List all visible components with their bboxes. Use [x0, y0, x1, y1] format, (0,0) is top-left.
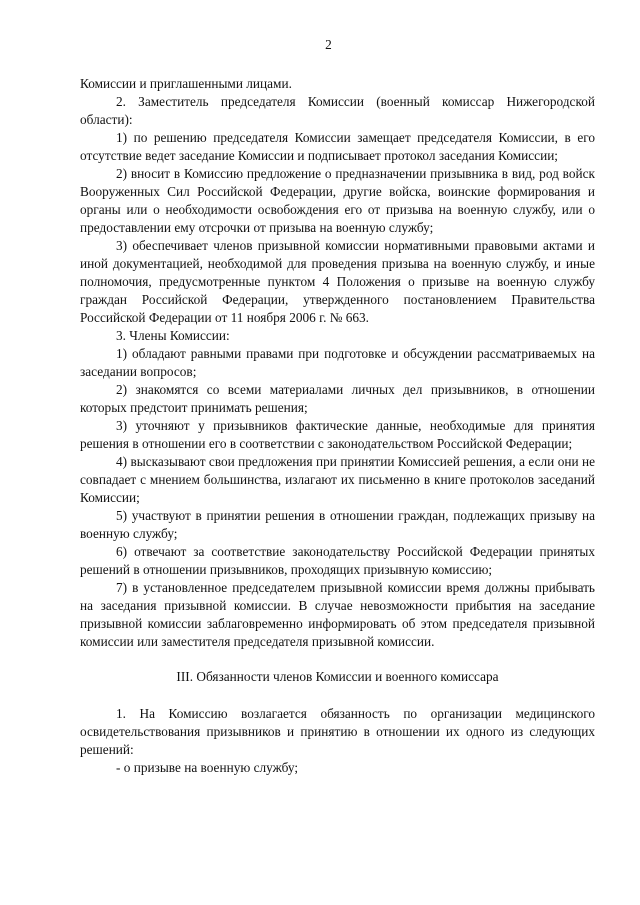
- paragraph-deputy-duty-3: 3) обеспечивает членов призывной комиссии нормативными правовыми актами и иной документацией, необходимой для проведения призыва на военную службу, и иные полномочия, предусмотренные пунктом 4 Положения о призыве на военную службу граждан Российской Федерации, утвержденного постановлением Правительства Российской Федерации от 11 ноября 2006 г. № 663.: [80, 238, 595, 325]
- paragraph-decision-conscription: - о призыве на военную службу;: [116, 760, 299, 775]
- paragraph-commission-obligation: 1. На Комиссию возлагается обязанность по организации медицинского освидетельствования призывников и принятию в отношении их одного из следующих решений:: [80, 706, 595, 757]
- paragraph-member-duty-6: 6) отвечают за соответствие законодательству Российской Федерации принятых решений в отношении призывников, проходящих призывную комиссию;: [80, 544, 595, 577]
- paragraph-deputy-duty-1: 1) по решению председателя Комиссии замещает председателя Комиссии, в его отсутствие ведет заседание Комиссии и подписывает протокол заседания Комиссии;: [80, 130, 595, 163]
- paragraph-deputy-chairman: 2. Заместитель председателя Комиссии (военный комиссар Нижегородской области):: [80, 94, 595, 127]
- paragraph-deputy-duty-2: 2) вносит в Комиссию предложение о предназначении призывника в вид, род войск Вооруженных Сил Российской Федерации, другие войска, воинские формирования и органы или о необходимости освобождения его от призыва на военную службу, или о предоставлении ему отсрочки от призыва на военную службу;: [80, 166, 595, 235]
- section-heading: III. Обязанности членов Комиссии и военного комиссара: [176, 669, 499, 684]
- page-number: 2: [325, 37, 332, 52]
- paragraph-member-duty-1: 1) обладают равными правами при подготовке и обсуждении рассматриваемых на заседании вопросов;: [80, 346, 595, 379]
- paragraph-member-duty-5: 5) участвуют в принятии решения в отношении граждан, подлежащих призыву на военную службу;: [80, 508, 595, 541]
- paragraph-member-duty-2: 2) знакомятся со всеми материалами личных дел призывников, в отношении которых предстоит принимать решения;: [80, 382, 595, 415]
- paragraph-continuation: Комиссии и приглашенными лицами.: [80, 76, 292, 91]
- paragraph-members: 3. Члены Комиссии:: [116, 328, 230, 343]
- paragraph-member-duty-3: 3) уточняют у призывников фактические данные, необходимые для принятия решения в отношении его в соответствии с законодательством Российской Федерации;: [80, 418, 595, 451]
- paragraph-member-duty-4: 4) высказывают свои предложения при принятии Комиссией решения, а если они не совпадает с мнением большинства, излагают их письменно в книге протоколов заседаний Комиссии;: [80, 454, 595, 505]
- paragraph-member-duty-7: 7) в установленное председателем призывной комиссии время должны прибывать на заседания призывной комиссии. В случае невозможности прибытия на заседание призывной комиссии заблаговременно информировать об этом председателя призывной комиссии или заместителя председателя призывной комиссии.: [80, 580, 595, 649]
